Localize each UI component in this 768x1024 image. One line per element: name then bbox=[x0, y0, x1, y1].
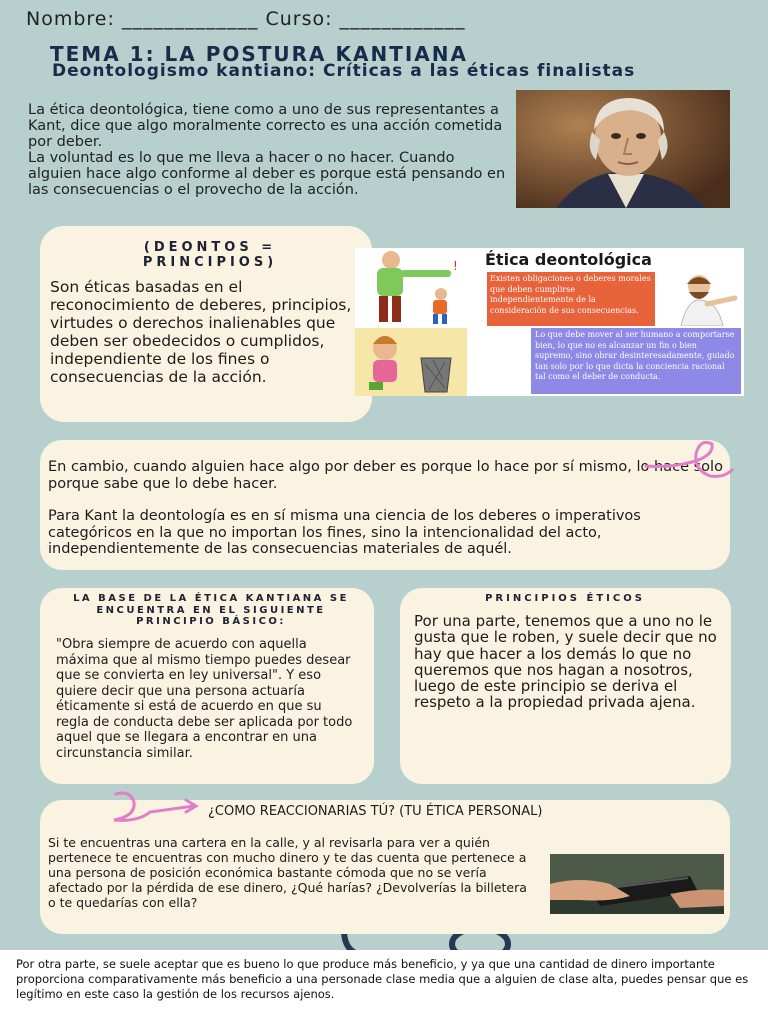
infographic-box-obligations: Existen obligaciones o deberes morales que deben cumplirse independientemente de la consideración de sus consecuencias. bbox=[487, 272, 655, 326]
philosopher-icon bbox=[677, 270, 741, 326]
personal-ethics-body: Si te encuentras una cartera en la calle, y al revisarla para ver a quién pertenece te encuentras con mucho dinero y te das cuenta que pertenece a una persona de posición económica bastante cómoda que no se vería afectado por la pérdida de ese dinero, ¿Qué harías? ¿Devolverías la billetera o te quedarías con ella? bbox=[48, 835, 527, 910]
duty-paragraph-1: En cambio, cuando alguien hace algo por deber es porque lo hace por sí mismo, lo hace solo porque sabe que lo debe hacer. bbox=[48, 459, 723, 492]
base-principle-heading: LA BASE DE LA ÉTICA KANTIANA SE ENCUENTRA EN EL SIGUIENTE PRINCIPIO BÁSICO: bbox=[73, 593, 349, 627]
infographic-box-conduct: Lo que debe mover al ser humano a comportarse bien, lo que no es alcanzar un fin o bien supremo, sino obrar desinteresadamente, guiado tan solo por lo que dicta la conciencia racional tal como el deber de conducta. bbox=[531, 328, 741, 394]
scolding-cartoon-icon bbox=[355, 248, 467, 328]
ethical-principles-body: Por una parte, tenemos que a uno no le gusta que le roben, y suele decir que no hay que hacer a los demás lo que no queremos que nos hagan a nosotros, luego de este principio se deriva el respeto a la propiedad privada ajena. bbox=[414, 612, 717, 712]
name-course-line: Nombre: _____________ Curso: ____________ bbox=[26, 8, 466, 30]
wallet-photo bbox=[550, 854, 724, 914]
infographic-ethics bbox=[355, 248, 744, 396]
base-principle-body: "Obra siempre de acuerdo con aquella máxima que al mismo tiempo puedes desear que se convierta en ley universal". Y eso quiere decir que una persona actuaría éticamente si está de acuerdo en que su regla de conducta debe ser aplicada por todo aquel que se llegara a encontrar en una circunstancia similar. bbox=[56, 637, 353, 761]
intro-text bbox=[28, 102, 506, 198]
page-title: TEMA 1: LA POSTURA KANTIANA bbox=[50, 42, 468, 66]
deontos-heading: (DEONTOS = PRINCIPIOS) bbox=[142, 240, 278, 270]
infographic-title: Ética deontológica bbox=[485, 250, 652, 269]
pink-swirl-icon bbox=[640, 438, 736, 484]
duty-text bbox=[48, 459, 728, 558]
ethical-principles-heading: PRINCIPIOS ÉTICOS bbox=[485, 593, 645, 604]
intro-paragraph-1: La ética deontológica, tiene como a uno de sus representantes a Kant, dice que algo moralmente correcto es una acción cometida por deber. bbox=[28, 102, 503, 150]
footer-text: Por otra parte, se suele aceptar que es bueno lo que produce más beneficio, y ya que una cantidad de dinero importante proporciona comparativamente más beneficio a una personade clase media que a alguien de clase alta, puedes pensar que es legítimo en este caso la gestión de los recursos ajenos. bbox=[16, 957, 749, 1001]
personal-ethics-heading: ¿COMO REACCIONARIAS TÚ? (TU ÉTICA PERSONAL) bbox=[208, 804, 543, 819]
kant-portrait bbox=[516, 90, 730, 208]
portrait-illustration bbox=[516, 90, 730, 208]
intro-paragraph-2: La voluntad es lo que me lleva a hacer o no hacer. Cuando alguien hace algo conforme al deber es porque está pensando en las consecuencias o el provecho de la acción. bbox=[28, 150, 506, 198]
recycling-child-icon bbox=[355, 328, 467, 396]
pink-arrow-icon bbox=[104, 788, 200, 828]
duty-paragraph-2: Para Kant la deontología es en sí misma una ciencia de los deberes o imperativos categóricos en la que no importan los fines, sino la intencionalidad del acto, independientemente de las consecuencias materiales de aquél. bbox=[48, 508, 641, 557]
svg-text:!: ! bbox=[453, 259, 458, 273]
wallet-hand-illustration bbox=[550, 854, 724, 914]
deontos-body: Son éticas basadas en el reconocimiento de deberes, principios, virtudes o derechos inalienables que deben ser obedecidos o cumplidos, independiente de los fines o consecuencias de la acción. bbox=[50, 278, 352, 386]
page-subtitle: Deontologismo kantiano: Críticas a las éticas finalistas bbox=[52, 61, 636, 81]
